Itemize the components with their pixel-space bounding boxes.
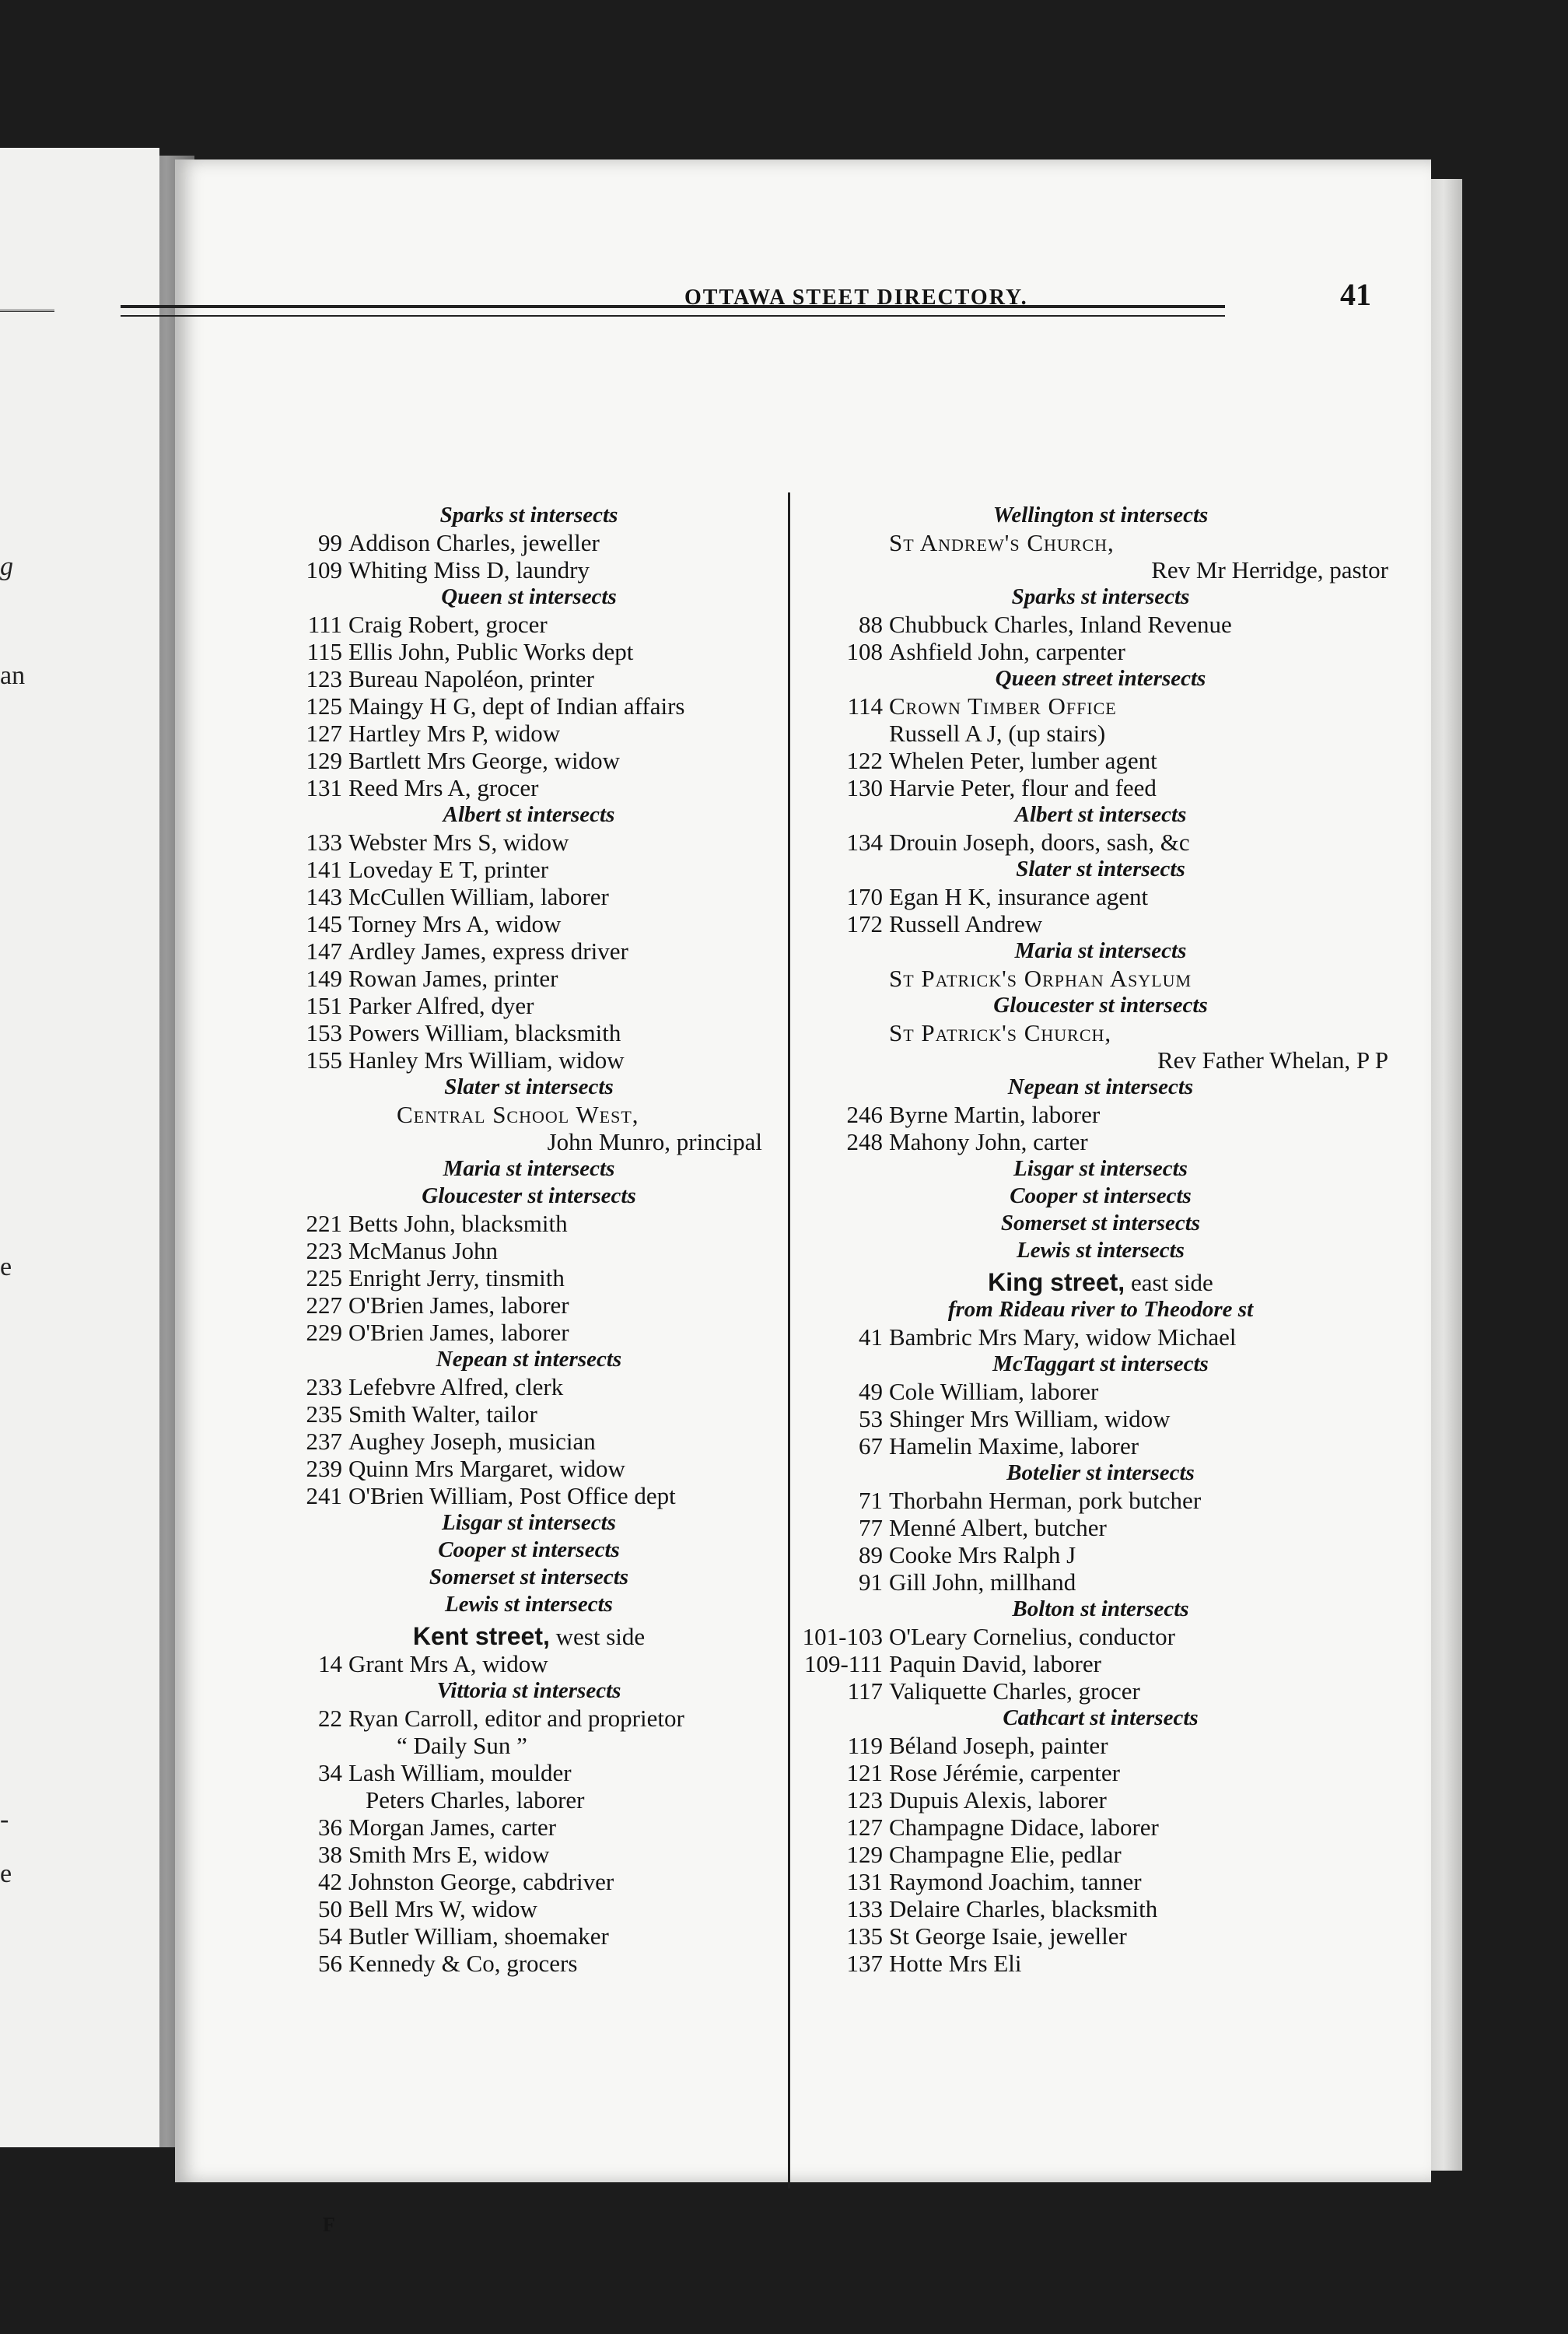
house-number: 130 (846, 774, 883, 801)
entry-text: Chubbuck Charles, Inland Revenue (889, 611, 1232, 638)
institution-entry (797, 529, 1404, 556)
entry-text: Bell Mrs W, widow (348, 1895, 537, 1922)
heading-text: Maria st intersects (443, 1156, 615, 1181)
cross-street-heading (280, 1537, 778, 1564)
house-number: 14 (318, 1650, 342, 1677)
directory-entry (280, 1400, 778, 1428)
directory-entry (280, 910, 778, 937)
house-number: 131 (846, 1868, 883, 1895)
directory-entry (280, 1950, 778, 1977)
entry-text: Thorbahn Herman, pork butcher (889, 1487, 1202, 1514)
entry-text: Champagne Didace, laborer (889, 1814, 1159, 1841)
house-number: 129 (846, 1841, 883, 1868)
institution-entry (280, 1101, 778, 1128)
entry-text: Kennedy & Co, grocers (348, 1950, 578, 1977)
cross-street-heading (797, 1155, 1404, 1183)
cross-street-heading (797, 665, 1404, 692)
directory-entry (280, 556, 778, 584)
entry-text: Cooke Mrs Ralph J (889, 1541, 1076, 1568)
heading-text: Cooper st intersects (438, 1537, 620, 1562)
institution-name: St Patrick's Orphan Asylum (889, 965, 1192, 992)
directory-entry (797, 747, 1404, 774)
previous-page-fragment: - (0, 1805, 9, 1834)
house-number: 127 (846, 1814, 883, 1841)
entry-text: Morgan James, carter (348, 1814, 557, 1841)
directory-entry (797, 1732, 1404, 1759)
cross-street-heading (797, 1074, 1404, 1101)
house-number: 53 (859, 1405, 883, 1432)
directory-entry (797, 1514, 1404, 1541)
directory-entry (797, 1841, 1404, 1868)
directory-entry (797, 1895, 1404, 1922)
directory-entry (280, 1705, 778, 1732)
entry-text: Champagne Elie, pedlar (889, 1841, 1122, 1868)
directory-entry (280, 1319, 778, 1346)
entry-text: Byrne Martin, laborer (889, 1101, 1101, 1128)
directory-entry (280, 692, 778, 720)
entry-text: Russell Andrew (889, 910, 1043, 937)
house-number: 88 (859, 611, 883, 638)
entry-text: Webster Mrs S, widow (348, 829, 569, 856)
house-number: 123 (846, 1786, 883, 1814)
directory-page (175, 159, 1431, 2236)
entry-text: Dupuis Alexis, laborer (889, 1786, 1107, 1814)
entry-text: Hamelin Maxime, laborer (889, 1432, 1139, 1460)
cross-street-heading (797, 1210, 1404, 1237)
entry-text: Peters Charles, laborer (366, 1786, 585, 1814)
street-name: King street, (988, 1268, 1125, 1296)
header-rule (121, 305, 1225, 317)
house-number: 122 (846, 747, 883, 774)
previous-page-rule (0, 310, 54, 312)
directory-entry (280, 1291, 778, 1319)
street-side: east side (1130, 1269, 1213, 1296)
entry-text: Craig Robert, grocer (348, 611, 548, 638)
directory-entry (797, 1487, 1404, 1514)
cross-street-heading (280, 1564, 778, 1591)
cross-street-heading (797, 937, 1404, 965)
entry-text: St George Isaie, jeweller (889, 1922, 1127, 1950)
entry-text: Betts John, blacksmith (348, 1210, 568, 1237)
directory-entry (797, 1323, 1404, 1351)
entry-text: “ Daily Sun ” (397, 1732, 527, 1759)
entry-text: Harvie Peter, flour and feed (889, 774, 1157, 801)
cross-street-heading (797, 1183, 1404, 1210)
house-number: 237 (306, 1428, 342, 1455)
directory-entry (280, 720, 778, 747)
previous-page-fragment: an (0, 661, 26, 690)
entry-text: Maingy H G, dept of Indian affairs (348, 692, 685, 720)
house-number: 147 (306, 937, 342, 965)
entry-text: O'Brien William, Post Office dept (348, 1482, 676, 1509)
house-number: 235 (306, 1400, 342, 1428)
house-number: 123 (306, 665, 342, 692)
institution-entry (797, 965, 1404, 992)
heading-text: Nepean st intersects (436, 1347, 622, 1372)
entry-text: Mahony John, carter (889, 1128, 1088, 1155)
directory-entry (797, 1568, 1404, 1596)
house-number: 38 (318, 1841, 342, 1868)
house-number: 172 (846, 910, 883, 937)
cross-street-heading (280, 1183, 778, 1210)
cross-street-heading (797, 584, 1404, 611)
entry-text: Hartley Mrs P, widow (348, 720, 561, 747)
heading-text: Sparks st intersects (439, 503, 618, 527)
institution-name: St Andrew's Church, (889, 529, 1115, 556)
directory-entry (280, 965, 778, 992)
directory-entry (280, 1264, 778, 1291)
page-title: OTTAWA STEET DIRECTORY. (684, 286, 1028, 310)
directory-entry (280, 883, 778, 910)
house-number: 34 (318, 1759, 342, 1786)
directory-entry (797, 774, 1404, 801)
street-side: west side (555, 1623, 646, 1650)
house-number: 151 (306, 992, 342, 1019)
house-number: 91 (859, 1568, 883, 1596)
cross-street-heading (797, 1351, 1404, 1378)
house-number: 99 (318, 529, 342, 556)
directory-entry (797, 692, 1404, 720)
directory-entry (797, 910, 1404, 937)
directory-entry (280, 1019, 778, 1046)
directory-entry (797, 1814, 1404, 1841)
entry-text: Hanley Mrs William, widow (348, 1046, 625, 1074)
house-number: 233 (306, 1373, 342, 1400)
entry-text: Valiquette Charles, grocer (889, 1677, 1140, 1705)
directory-entry (280, 1895, 778, 1922)
heading-text: McTaggart st intersects (992, 1351, 1209, 1376)
cross-street-heading (797, 1237, 1404, 1264)
house-number: 225 (306, 1264, 342, 1291)
entry-text: Smith Walter, tailor (348, 1400, 537, 1428)
heading-text: Bolton st intersects (1012, 1596, 1189, 1621)
directory-entry (797, 1950, 1404, 1977)
cross-street-heading (797, 502, 1404, 529)
house-number: 133 (306, 829, 342, 856)
house-number: 56 (318, 1950, 342, 1977)
directory-entry (280, 529, 778, 556)
institution-detail: Rev Father Whelan, P P (1157, 1046, 1388, 1074)
house-number: 121 (846, 1759, 883, 1786)
house-number: 22 (318, 1705, 342, 1732)
directory-entry (797, 611, 1404, 638)
heading-text: Botelier st intersects (1006, 1460, 1195, 1485)
heading-text: Vittoria st intersects (436, 1678, 621, 1703)
institution-detail: John Munro, principal (547, 1128, 762, 1155)
directory-entry (280, 1650, 778, 1677)
entry-text: O'Leary Cornelius, conductor (889, 1623, 1176, 1650)
entry-text: Butler William, shoemaker (348, 1922, 609, 1950)
directory-entry (280, 665, 778, 692)
house-number: 41 (859, 1323, 883, 1351)
heading-text: from Rideau river to Theodore st (947, 1297, 1254, 1322)
heading-text: Lewis st intersects (1017, 1238, 1185, 1263)
entry-text: Aughey Joseph, musician (348, 1428, 596, 1455)
entry-text: Enright Jerry, tinsmith (348, 1264, 565, 1291)
directory-entry (280, 638, 778, 665)
cross-street-heading (280, 1509, 778, 1537)
directory-entry (797, 1868, 1404, 1895)
entry-text: Russell A J, (up stairs) (889, 720, 1106, 747)
house-number: 227 (306, 1291, 342, 1319)
institution-name: Central School West, (397, 1101, 639, 1128)
entry-text: Menné Albert, butcher (889, 1514, 1107, 1541)
directory-entry (280, 1428, 778, 1455)
previous-page-fragment: e (0, 1253, 12, 1281)
column-divider (788, 492, 790, 2189)
entry-text: Gill John, millhand (889, 1568, 1076, 1596)
directory-entry (280, 1814, 778, 1841)
entry-text: Whiting Miss D, laundry (348, 556, 590, 584)
cross-street-heading (797, 1705, 1404, 1732)
directory-entry (797, 1101, 1404, 1128)
cross-street-heading (280, 801, 778, 829)
heading-text: Wellington st intersects (992, 503, 1209, 527)
entry-text: Addison Charles, jeweller (348, 529, 600, 556)
directory-entry (797, 638, 1404, 665)
entry-text: Hotte Mrs Eli (889, 1950, 1022, 1977)
entry-text: Drouin Joseph, doors, sash, &c (889, 829, 1190, 856)
house-number: 239 (306, 1455, 342, 1482)
directory-entry (280, 1841, 778, 1868)
house-number: 71 (859, 1487, 883, 1514)
house-number: 115 (306, 638, 342, 665)
entry-text: Parker Alfred, dyer (348, 992, 534, 1019)
entry-text: Bureau Napoléon, printer (348, 665, 594, 692)
entry-text: Ardley James, express driver (348, 937, 628, 965)
directory-entry (280, 1786, 778, 1814)
entry-text: Shinger Mrs William, widow (889, 1405, 1171, 1432)
directory-entry (797, 1786, 1404, 1814)
directory-entry (797, 883, 1404, 910)
cross-street-heading (280, 584, 778, 611)
directory-entry (280, 1046, 778, 1074)
house-number: 131 (306, 774, 342, 801)
directory-entry (280, 829, 778, 856)
entry-text: Raymond Joachim, tanner (889, 1868, 1142, 1895)
house-number: 117 (847, 1677, 883, 1705)
institution-detail: Rev Mr Herridge, pastor (1151, 556, 1388, 584)
heading-text: Slater st intersects (1016, 857, 1185, 881)
house-number: 109 (306, 556, 342, 584)
cross-street-heading (797, 1296, 1404, 1323)
directory-entry (280, 1922, 778, 1950)
directory-entry (797, 1405, 1404, 1432)
directory-entry (797, 1922, 1404, 1950)
cross-street-heading (797, 801, 1404, 829)
entry-text: Ryan Carroll, editor and proprietor (348, 1705, 684, 1732)
directory-entry (280, 774, 778, 801)
cross-street-heading (797, 1596, 1404, 1623)
entry-text: Powers William, blacksmith (348, 1019, 621, 1046)
entry-text: Cole William, laborer (889, 1378, 1099, 1405)
house-number: 153 (306, 1019, 342, 1046)
house-number: 143 (306, 883, 342, 910)
house-number: 241 (306, 1482, 342, 1509)
cross-street-heading (280, 1677, 778, 1705)
entry-text: Bambric Mrs Mary, widow Michael (889, 1323, 1237, 1351)
house-number: 36 (318, 1814, 342, 1841)
directory-entry (280, 1455, 778, 1482)
entry-text: O'Brien James, laborer (348, 1291, 569, 1319)
heading-text: Somerset st intersects (429, 1565, 629, 1589)
house-number: 145 (306, 910, 342, 937)
heading-text: Sparks st intersects (1011, 584, 1190, 609)
heading-text: Maria st intersects (1014, 938, 1187, 963)
cross-street-heading (280, 1074, 778, 1101)
directory-entry (797, 1378, 1404, 1405)
heading-text: Lewis st intersects (445, 1592, 613, 1617)
directory-entry (280, 1237, 778, 1264)
house-number: 246 (846, 1101, 883, 1128)
house-number: 229 (306, 1319, 342, 1346)
directory-entry (797, 1650, 1404, 1677)
house-number: 137 (846, 1950, 883, 1977)
street-heading (797, 1269, 1404, 1296)
entry-text: Johnston George, cabdriver (348, 1868, 614, 1895)
heading-text: Lisgar st intersects (1013, 1156, 1188, 1181)
house-number: 141 (306, 856, 342, 883)
entry-text: Béland Joseph, painter (889, 1732, 1108, 1759)
house-number: 155 (306, 1046, 342, 1074)
house-number: 125 (306, 692, 342, 720)
house-number: 109-111 (803, 1650, 883, 1677)
house-number: 248 (846, 1128, 883, 1155)
directory-entry (280, 611, 778, 638)
directory-entry (280, 1868, 778, 1895)
house-number: 49 (859, 1378, 883, 1405)
entry-text: Reed Mrs A, grocer (348, 774, 539, 801)
directory-entry (280, 1373, 778, 1400)
directory-entry (797, 1623, 1404, 1650)
signature-mark: F (323, 2213, 335, 2236)
heading-text: Albert st intersects (1014, 802, 1187, 827)
heading-text: Gloucester st intersects (993, 993, 1208, 1018)
cross-street-heading (797, 992, 1404, 1019)
heading-text: Cathcart st intersects (1003, 1705, 1199, 1730)
directory-entry (797, 1759, 1404, 1786)
entry-text: Whelen Peter, lumber agent (889, 747, 1157, 774)
entry-text: McManus John (348, 1237, 499, 1264)
previous-page-edge (0, 148, 159, 2147)
house-number: 127 (306, 720, 342, 747)
house-number: 114 (847, 692, 883, 720)
heading-text: Nepean st intersects (1007, 1074, 1194, 1099)
house-number: 77 (859, 1514, 883, 1541)
house-number: 54 (318, 1922, 342, 1950)
directory-entry (280, 937, 778, 965)
cross-street-heading (280, 1591, 778, 1618)
entry-text: Paquin David, laborer (889, 1650, 1101, 1677)
left-column (280, 502, 778, 1977)
entry-text: McCullen William, laborer (348, 883, 609, 910)
house-number: 111 (307, 611, 342, 638)
entry-text: Grant Mrs A, widow (348, 1650, 548, 1677)
cross-street-heading (797, 856, 1404, 883)
house-number: 119 (847, 1732, 883, 1759)
directory-entry (797, 1128, 1404, 1155)
house-number: 170 (846, 883, 883, 910)
house-number: 67 (859, 1432, 883, 1460)
heading-text: Albert st intersects (443, 802, 615, 827)
entry-text: Loveday E T, printer (348, 856, 549, 883)
institution-name: St Patrick's Church, (889, 1019, 1112, 1046)
heading-text: Queen st intersects (441, 584, 617, 609)
house-number: 42 (318, 1868, 342, 1895)
house-number: 221 (306, 1210, 342, 1237)
cross-street-heading (280, 1346, 778, 1373)
street-heading (280, 1623, 778, 1650)
institution-entry (797, 1019, 1404, 1046)
page-number: 41 (1340, 277, 1371, 312)
entry-text: Ashfield John, carpenter (889, 638, 1125, 665)
entry-text: Rowan James, printer (348, 965, 558, 992)
directory-entry (797, 1677, 1404, 1705)
house-number: 101-103 (802, 1623, 883, 1650)
house-number: 89 (859, 1541, 883, 1568)
entry-text: Ellis John, Public Works dept (348, 638, 634, 665)
right-column (797, 502, 1404, 1977)
house-number: 149 (306, 965, 342, 992)
entry-text: Rose Jérémie, carpenter (889, 1759, 1120, 1786)
entry-text: Delaire Charles, blacksmith (889, 1895, 1158, 1922)
street-name: Kent street, (412, 1622, 550, 1650)
entry-text: Lash William, moulder (348, 1759, 572, 1786)
entry-text: O'Brien James, laborer (348, 1319, 569, 1346)
directory-entry (280, 992, 778, 1019)
entry-text: Quinn Mrs Margaret, widow (348, 1455, 625, 1482)
house-number: 223 (306, 1237, 342, 1264)
entry-continuation (280, 1732, 778, 1759)
directory-entry (280, 1759, 778, 1786)
house-number: 135 (846, 1922, 883, 1950)
directory-entry (280, 1482, 778, 1509)
house-number: 133 (846, 1895, 883, 1922)
entry-text: Torney Mrs A, widow (348, 910, 562, 937)
entry-text: Egan H K, insurance agent (889, 883, 1149, 910)
directory-entry (797, 720, 1404, 747)
house-number: 108 (846, 638, 883, 665)
heading-text: Cooper st intersects (1010, 1183, 1192, 1208)
house-number: 134 (846, 829, 883, 856)
directory-entry (797, 1432, 1404, 1460)
heading-text: Slater st intersects (444, 1074, 614, 1099)
cross-street-heading (797, 1460, 1404, 1487)
house-number: 129 (306, 747, 342, 774)
entry-text: Bartlett Mrs George, widow (348, 747, 620, 774)
cross-street-heading (280, 1155, 778, 1183)
directory-entry (280, 1210, 778, 1237)
previous-page-fragment: g (0, 552, 13, 581)
previous-page-fragment: e (0, 1859, 12, 1888)
house-number: 50 (318, 1895, 342, 1922)
directory-entry (280, 747, 778, 774)
heading-text: Lisgar st intersects (442, 1510, 616, 1535)
entry-text: Smith Mrs E, widow (348, 1841, 550, 1868)
heading-text: Queen street intersects (995, 666, 1206, 691)
heading-text: Gloucester st intersects (422, 1183, 636, 1208)
entry-text: Crown Timber Office (889, 692, 1117, 720)
cross-street-heading (280, 502, 778, 529)
entry-text: Lefebvre Alfred, clerk (348, 1373, 564, 1400)
directory-entry (797, 1541, 1404, 1568)
directory-entry (797, 829, 1404, 856)
directory-entry (280, 856, 778, 883)
heading-text: Somerset st intersects (1000, 1211, 1201, 1235)
